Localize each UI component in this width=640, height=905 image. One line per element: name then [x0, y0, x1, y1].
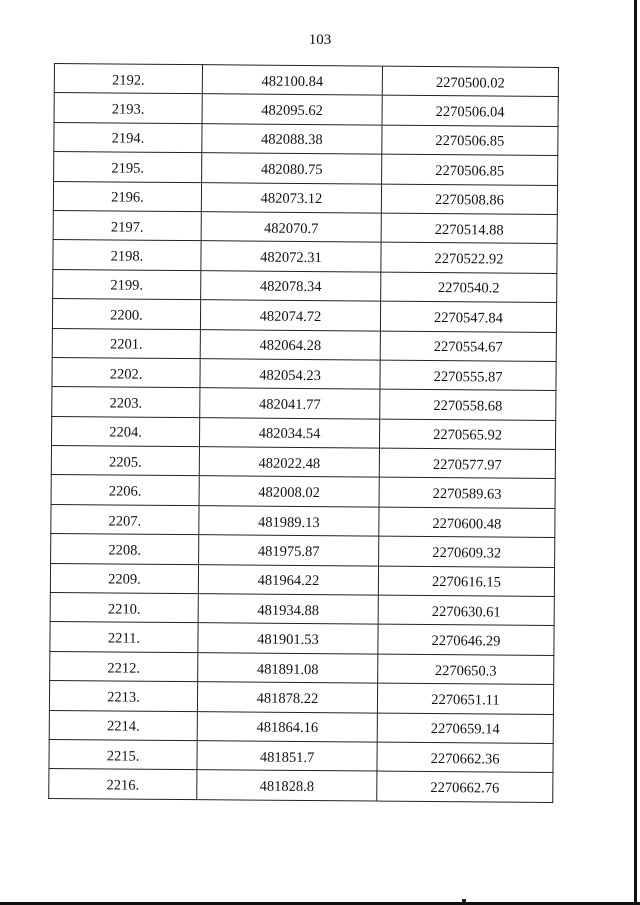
- y-coordinate-cell: 2270506.85: [382, 125, 558, 156]
- y-coordinate-cell: 2270662.76: [377, 771, 553, 802]
- table-row: [49, 710, 553, 743]
- y-coordinate-cell: 2270547.84: [380, 301, 556, 332]
- table-row: [50, 563, 554, 596]
- point-number-cell: 2212.: [50, 651, 198, 682]
- scan-speck: [462, 899, 466, 902]
- x-coordinate-cell: 482034.54: [199, 417, 379, 448]
- y-coordinate-cell: 2270508.86: [381, 184, 557, 215]
- table-row: [52, 357, 556, 390]
- table-row: [51, 416, 555, 449]
- x-coordinate-cell: 482008.02: [199, 476, 379, 507]
- table-row: [53, 240, 557, 273]
- table-row: [54, 152, 558, 185]
- scan-border-right: [634, 0, 637, 905]
- point-number-cell: 2192.: [54, 64, 202, 95]
- point-number-cell: 2216.: [49, 769, 197, 800]
- x-coordinate-cell: 482100.84: [202, 65, 382, 96]
- x-coordinate-cell: 482088.38: [202, 123, 382, 154]
- coordinates-table-wrapper: [48, 63, 558, 803]
- y-coordinate-cell: 2270506.85: [382, 154, 558, 185]
- x-coordinate-cell: 481878.22: [197, 682, 377, 713]
- y-coordinate-cell: 2270506.04: [382, 95, 558, 126]
- y-coordinate-cell: 2270554.67: [380, 331, 556, 362]
- table-row: [51, 446, 555, 479]
- table-row: [51, 534, 555, 567]
- x-coordinate-cell: 482054.23: [200, 359, 380, 390]
- x-coordinate-cell: 482022.48: [199, 447, 379, 478]
- y-coordinate-cell: 2270565.92: [379, 419, 555, 450]
- table-row: [51, 504, 555, 537]
- x-coordinate-cell: 481851.7: [197, 741, 377, 772]
- x-coordinate-cell: 481934.88: [198, 594, 378, 625]
- x-coordinate-cell: 481864.16: [197, 711, 377, 742]
- point-number-cell: 2207.: [51, 504, 199, 535]
- y-coordinate-cell: 2270659.14: [377, 713, 553, 744]
- table-row: [49, 739, 553, 772]
- y-coordinate-cell: 2270616.15: [378, 566, 554, 597]
- table-row: [53, 269, 557, 302]
- x-coordinate-cell: 481964.22: [198, 564, 378, 595]
- y-coordinate-cell: 2270662.36: [377, 742, 553, 773]
- point-number-cell: 2215.: [49, 739, 197, 770]
- point-number-cell: 2214.: [49, 710, 197, 741]
- table-row: [51, 475, 555, 508]
- point-number-cell: 2213.: [49, 681, 197, 712]
- point-number-cell: 2202.: [52, 357, 200, 388]
- point-number-cell: 2206.: [51, 475, 199, 506]
- x-coordinate-cell: 482072.31: [201, 241, 381, 272]
- table-row: [49, 681, 553, 714]
- point-number-cell: 2194.: [54, 122, 202, 153]
- point-number-cell: 2196.: [53, 181, 201, 212]
- y-coordinate-cell: 2270609.32: [379, 536, 555, 567]
- table-row: [50, 651, 554, 684]
- point-number-cell: 2211.: [50, 622, 198, 653]
- point-number-cell: 2210.: [50, 593, 198, 624]
- point-number-cell: 2193.: [54, 93, 202, 124]
- x-coordinate-cell: 482064.28: [200, 329, 380, 360]
- y-coordinate-cell: 2270651.11: [377, 683, 553, 714]
- point-number-cell: 2198.: [53, 240, 201, 271]
- x-coordinate-cell: 482074.72: [200, 300, 380, 331]
- x-coordinate-cell: 482073.12: [201, 182, 381, 213]
- coordinates-table: [48, 63, 559, 803]
- table-row: [49, 769, 553, 802]
- point-number-cell: 2204.: [51, 416, 199, 447]
- table-row: [52, 387, 556, 420]
- table-row: [53, 210, 557, 243]
- table-row: [50, 593, 554, 626]
- page-number: 103: [308, 32, 332, 48]
- point-number-cell: 2209.: [50, 563, 198, 594]
- y-coordinate-cell: 2270500.02: [382, 66, 558, 97]
- x-coordinate-cell: 482070.7: [201, 212, 381, 243]
- y-coordinate-cell: 2270522.92: [381, 242, 557, 273]
- y-coordinate-cell: 2270577.97: [379, 448, 555, 479]
- point-number-cell: 2208.: [51, 534, 199, 565]
- table-row: [54, 64, 558, 97]
- point-number-cell: 2200.: [52, 299, 200, 330]
- x-coordinate-cell: 481891.08: [198, 652, 378, 683]
- y-coordinate-cell: 2270630.61: [378, 595, 554, 626]
- point-number-cell: 2199.: [53, 269, 201, 300]
- y-coordinate-cell: 2270558.68: [380, 389, 556, 420]
- y-coordinate-cell: 2270555.87: [380, 360, 556, 391]
- y-coordinate-cell: 2270514.88: [381, 213, 557, 244]
- point-number-cell: 2195.: [54, 152, 202, 183]
- y-coordinate-cell: 2270540.2: [381, 272, 557, 303]
- table-row: [50, 622, 554, 655]
- x-coordinate-cell: 481901.53: [198, 623, 378, 654]
- x-coordinate-cell: 481989.13: [199, 506, 379, 537]
- point-number-cell: 2205.: [51, 446, 199, 477]
- table-row: [52, 328, 556, 361]
- x-coordinate-cell: 482078.34: [201, 270, 381, 301]
- y-coordinate-cell: 2270600.48: [379, 507, 555, 538]
- y-coordinate-cell: 2270646.29: [378, 624, 554, 655]
- x-coordinate-cell: 482041.77: [200, 388, 380, 419]
- x-coordinate-cell: 481975.87: [199, 535, 379, 566]
- point-number-cell: 2197.: [53, 210, 201, 241]
- x-coordinate-cell: 481828.8: [197, 770, 377, 801]
- x-coordinate-cell: 482080.75: [202, 153, 382, 184]
- y-coordinate-cell: 2270650.3: [378, 654, 554, 685]
- x-coordinate-cell: 482095.62: [202, 94, 382, 125]
- y-coordinate-cell: 2270589.63: [379, 478, 555, 509]
- table-row: [54, 93, 558, 126]
- point-number-cell: 2201.: [52, 328, 200, 359]
- table-row: [52, 299, 556, 332]
- point-number-cell: 2203.: [52, 387, 200, 418]
- coordinates-table-body: [49, 64, 559, 803]
- table-row: [53, 181, 557, 214]
- table-row: [54, 122, 558, 155]
